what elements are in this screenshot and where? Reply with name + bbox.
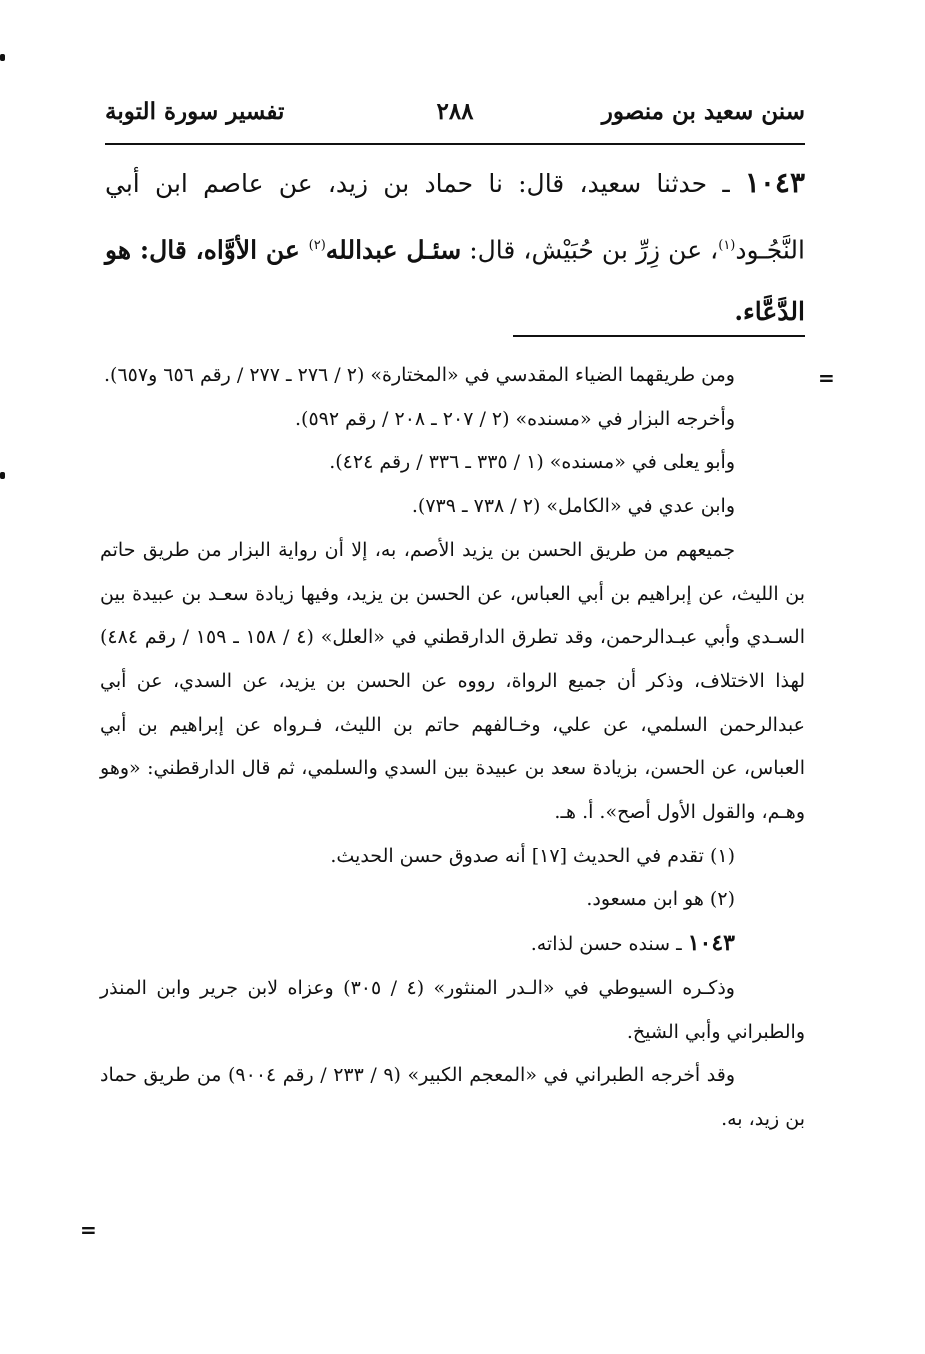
note-line: وابن عدي في «الكامل» (٢ / ٧٣٨ ـ ٧٣٩). bbox=[411, 495, 735, 518]
footnote-ref-1: (١) bbox=[718, 238, 736, 253]
hadith-text-2: ، عن زِرِّ بن حُبَيْش، قال: bbox=[461, 235, 719, 265]
footnote-rule bbox=[513, 335, 805, 337]
note-paragraph: وقد أخرجه الطبراني في «المعجم الكبير» (٩ / ٢٣٣ / رقم ٩٠٠٤) من طريق حماد بن زيد، به. bbox=[100, 1064, 805, 1130]
hadith-text-3: سئـل عبدالله bbox=[325, 235, 462, 265]
margin-mark: = bbox=[80, 1218, 97, 1242]
note-line: وأخرجه البزار في «مسنده» (٢ / ٢٠٧ ـ ٢٠٨ / رقم ٥٩٢). bbox=[294, 407, 735, 430]
hadith-dash: ـ bbox=[707, 169, 745, 198]
note-paragraph: جميعهم من طريق الحسن بن يزيد الأصم، به، إلا أن رواية البزار من طريق حاتم بن الليث، عن إبراهيم بن أبي العباس، عن الحسن بن يزيد، وفيها زيادة سعـد بن عبيدة بين السـدي وأبي عبـدالرحمن، وقد تطرق الدارقطني في «العلل» (٤ / ١٥٨ ـ ١٥٩ / رقم ٤٨٤) لهذا الاختلاف، وذكر أن جميع الرواة، رووه عن الحسن بن يزيد، عن السدي، عن أبي عبدالرحمن السلمي، عن علي، وخـالفهم حاتم بن الليث، فـرواه عن إبراهيم بن أبي العباس، عن الحسن، بزيادة سعد بن عبيدة بين السدي والسلمي، ثم قال الدارقطني: «وهو وهـم، والقول الأول أصح». أ. هـ. bbox=[100, 538, 805, 824]
note-paragraph: وذكـره السيوطي في «الـدر المنثور» (٤ / ٣٠٥) وعزاه لابن جرير وابن المنذر والطبراني وأبي الشيخ. bbox=[100, 976, 805, 1043]
note-line: ومن طريقهما الضياء المقدسي في «المختارة» (٢ / ٢٧٦ ـ ٢٧٧ / رقم ٦٥٦ و٦٥٧). bbox=[103, 364, 735, 386]
scan-speck bbox=[0, 54, 5, 61]
footnote-1: (١) تقدم في الحديث [١٧] أنه صدوق حسن الحديث. bbox=[330, 844, 735, 867]
grade-line bbox=[100, 922, 805, 967]
grade-number: ١٠٤٣ bbox=[687, 930, 735, 957]
note-line: وأبو يعلى في «مسنده» (١ / ٣٣٥ ـ ٣٣٦ / رقم ٤٢٤). bbox=[329, 451, 735, 474]
running-header bbox=[105, 92, 805, 132]
hadith-text-1: حدثنا سعيد، قال: نا حماد بن زيد، عن عاصم ابن أبي النَّجُـود bbox=[105, 169, 805, 265]
footnote-ref-2: (٢) bbox=[308, 238, 326, 253]
margin-mark: = bbox=[818, 366, 835, 390]
section-title: تفسير سورة التوبة bbox=[105, 98, 285, 125]
book-title: سنن سعيد بن منصور bbox=[601, 98, 805, 125]
scan-speck bbox=[0, 472, 5, 479]
hadith-text-4: عن الأوَّاه، قال: هو الدَّعَّاء. bbox=[105, 235, 805, 327]
page-number: ٢٨٨ bbox=[436, 98, 474, 125]
grade-text: ـ سنده حسن لذاته. bbox=[530, 933, 688, 956]
hadith-text bbox=[105, 152, 805, 343]
hadith-number: ١٠٤٣ bbox=[744, 166, 805, 199]
header-rule bbox=[105, 143, 805, 145]
footnotes bbox=[100, 354, 805, 1142]
footnote-2: (٢) هو ابن مسعود. bbox=[586, 888, 735, 911]
